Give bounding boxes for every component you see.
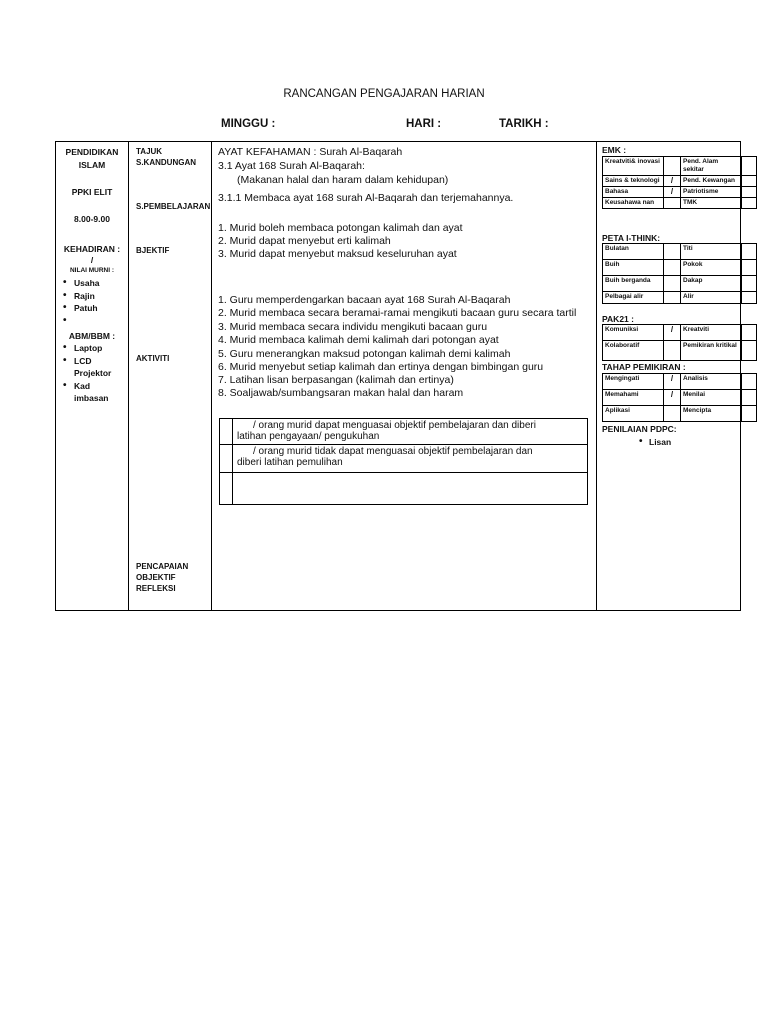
table-cell	[742, 406, 757, 422]
table-cell	[233, 419, 588, 445]
pdpc-list	[636, 436, 726, 449]
column-divider	[128, 141, 129, 611]
eval2-line1: / orang murid tidak dapat menguasai objektif pembelajaran dan	[253, 446, 533, 457]
table-cell: Sains & teknologi	[603, 176, 664, 187]
table-cell	[220, 419, 233, 445]
table-row	[603, 176, 757, 187]
tarikh-label: TARIKH :	[499, 118, 549, 130]
table-cell	[742, 260, 757, 276]
table-cell	[220, 473, 233, 505]
table-cell: Buih berganda	[603, 276, 664, 292]
activity-item: 1. Guru memperdengarkan bacaan ayat 168 Surah Al-Baqarah	[218, 294, 511, 306]
table-cell	[233, 445, 588, 473]
attendance-value: /	[90, 255, 94, 265]
table-row	[603, 292, 757, 304]
table-cell	[664, 406, 681, 422]
list-item: • Patuh	[60, 302, 128, 315]
column-divider	[211, 141, 212, 611]
hari-label: HARI :	[406, 118, 442, 130]
objective-item: 1. Murid boleh membaca potongan kalimah dan ayat	[218, 222, 463, 234]
objektif2-label: OBJEKTIF	[136, 573, 176, 582]
ithink-label: PETA I-THINK:	[602, 233, 661, 243]
table-cell	[742, 374, 757, 390]
table-cell: Titi	[681, 244, 742, 260]
table-row	[603, 260, 757, 276]
table-cell: /	[664, 374, 681, 390]
table-cell: /	[664, 390, 681, 406]
activity-item: 8. Soaljawab/sumbangsaran makan halal dan haram	[218, 387, 464, 399]
aktiviti-label: AKTIVITI	[136, 354, 170, 363]
table-cell: /	[664, 176, 681, 187]
table-cell: /	[664, 325, 681, 341]
list-item: • Lisan	[636, 436, 726, 449]
table-row	[603, 341, 757, 361]
sk-line2: (Makanan halal dan haram dalam kehidupan)	[237, 174, 449, 186]
eval2-line2: diberi latihan pemulihan	[237, 457, 343, 468]
table-cell	[742, 176, 757, 187]
subject-line1: PENDIDIKAN	[65, 147, 119, 157]
pdpc-label: PENILAIAN PDPC:	[602, 424, 677, 434]
objective-item: 3. Murid dapat menyebut maksud keseluruhan ayat	[218, 248, 457, 260]
table-cell: Keusahawa nan	[603, 198, 664, 209]
page-title: RANCANGAN PENGAJARAN HARIAN	[283, 88, 485, 100]
table-cell: Menilai	[681, 390, 742, 406]
table-row	[603, 244, 757, 260]
class-name: PPKI ELIT	[71, 187, 113, 197]
tajuk-label: TAJUK	[136, 147, 163, 156]
table-cell	[742, 157, 757, 176]
refleksi-label: REFLEKSI	[136, 584, 176, 593]
sp-text: 3.1.1 Membaca ayat 168 surah Al-Baqarah dan terjemahannya.	[218, 192, 514, 204]
activity-item: 4. Murid membaca kalimah demi kalimah dari potongan ayat	[218, 334, 499, 346]
list-item: • Usaha	[60, 277, 128, 290]
table-cell: Patriotisme	[681, 187, 742, 198]
spembelajaran-label: S.PEMBELAJARAN	[136, 202, 211, 211]
attendance-label: KEHADIRAN :	[63, 244, 121, 254]
objektif-label: BJEKTIF	[136, 246, 170, 255]
table-row	[603, 198, 757, 209]
table-cell: Mencipta	[681, 406, 742, 422]
minggu-label: MINGGU :	[221, 118, 276, 130]
table-cell: Komuniksi	[603, 325, 664, 341]
table-row	[603, 374, 757, 390]
activity-item: 7. Latihan lisan berpasangan (kalimah dan ertinya)	[218, 374, 454, 386]
sk-line1: 3.1 Ayat 168 Surah Al-Baqarah:	[218, 160, 365, 172]
emk-label: EMK :	[602, 145, 627, 155]
table-cell: TMK	[681, 198, 742, 209]
lesson-time: 8.00-9.00	[74, 214, 110, 224]
list-item: • Rajin	[60, 290, 128, 303]
column-divider	[596, 141, 597, 611]
table-cell	[664, 341, 681, 361]
topic-text: AYAT KEFAHAMAN : Surah Al-Baqarah	[218, 146, 403, 158]
table-row	[220, 473, 588, 505]
table-cell	[664, 276, 681, 292]
table-cell: Pend. Alam sekitar	[681, 157, 742, 176]
table-cell	[742, 341, 757, 361]
table-cell: Pelbagai alir	[603, 292, 664, 304]
table-cell: Buih	[603, 260, 664, 276]
table-cell	[742, 325, 757, 341]
table-cell	[220, 445, 233, 473]
activity-item: 5. Guru menerangkan maksud potongan kalimah demi kalimah	[218, 348, 511, 360]
table-cell	[664, 157, 681, 176]
tahap-label: TAHAP PEMIKIRAN :	[602, 362, 686, 372]
table-cell	[233, 473, 588, 505]
abm-list	[60, 342, 124, 405]
abm-label: ABM/BBM :	[68, 331, 116, 341]
eval1-line1: / orang murid dapat menguasai objektif pembelajaran dan diberi	[253, 420, 536, 431]
tahap-table	[602, 373, 757, 422]
list-item: • Laptop	[60, 342, 124, 355]
activity-item: 3. Murid membaca secara individu mengikuti bacaan guru	[218, 321, 488, 333]
table-cell	[742, 390, 757, 406]
table-cell: Kreatviti& inovasi	[603, 157, 664, 176]
table-cell: Bulatan	[603, 244, 664, 260]
table-cell: Pokok	[681, 260, 742, 276]
table-row	[603, 157, 757, 176]
objective-item: 2. Murid dapat menyebut erti kalimah	[218, 235, 391, 247]
table-cell	[742, 276, 757, 292]
pencapaian-label: PENCAPAIAN	[136, 562, 189, 571]
table-cell	[664, 260, 681, 276]
values-list	[60, 277, 128, 315]
table-cell: /	[664, 187, 681, 198]
table-row	[603, 276, 757, 292]
list-item: • LCD Projektor	[60, 355, 124, 380]
table-cell: Pemikiran kritikal	[681, 341, 742, 361]
table-cell	[742, 244, 757, 260]
table-cell	[742, 187, 757, 198]
activity-item: 2. Murid membaca secara beramai-ramai mengikuti bacaan guru secara tartil	[218, 307, 577, 319]
skandungan-label: S.KANDUNGAN	[136, 158, 196, 167]
table-row	[220, 419, 588, 445]
table-cell: Kolaboratif	[603, 341, 664, 361]
emk-table	[602, 156, 757, 209]
activity-item: 6. Murid menyebut setiap kalimah dan ertinya dengan bimbingan guru	[218, 361, 544, 373]
table-row	[603, 187, 757, 198]
table-row	[603, 406, 757, 422]
table-cell	[664, 292, 681, 304]
values-label: NILAI MURNI :	[69, 267, 115, 274]
subject-line2: ISLAM	[78, 160, 106, 170]
table-cell: Mengingati	[603, 374, 664, 390]
evaluation-table	[219, 418, 588, 505]
table-row	[603, 325, 757, 341]
pak21-table	[602, 324, 757, 361]
table-cell: Alir	[681, 292, 742, 304]
table-cell: Bahasa	[603, 187, 664, 198]
table-cell: Aplikasi	[603, 406, 664, 422]
pak21-label: PAK21 :	[602, 314, 634, 324]
table-cell	[664, 198, 681, 209]
table-cell: Memahami	[603, 390, 664, 406]
table-cell: Pend. Kewangan	[681, 176, 742, 187]
table-cell: Dakap	[681, 276, 742, 292]
table-cell: Analisis	[681, 374, 742, 390]
table-row	[220, 445, 588, 473]
table-cell	[742, 198, 757, 209]
table-row	[603, 390, 757, 406]
list-item: • Kad imbasan	[60, 380, 124, 405]
ithink-table	[602, 243, 757, 304]
table-cell	[664, 244, 681, 260]
table-cell	[742, 292, 757, 304]
table-cell: Kreatviti	[681, 325, 742, 341]
eval1-line2: latihan pengayaan/ pengukuhan	[237, 431, 380, 442]
